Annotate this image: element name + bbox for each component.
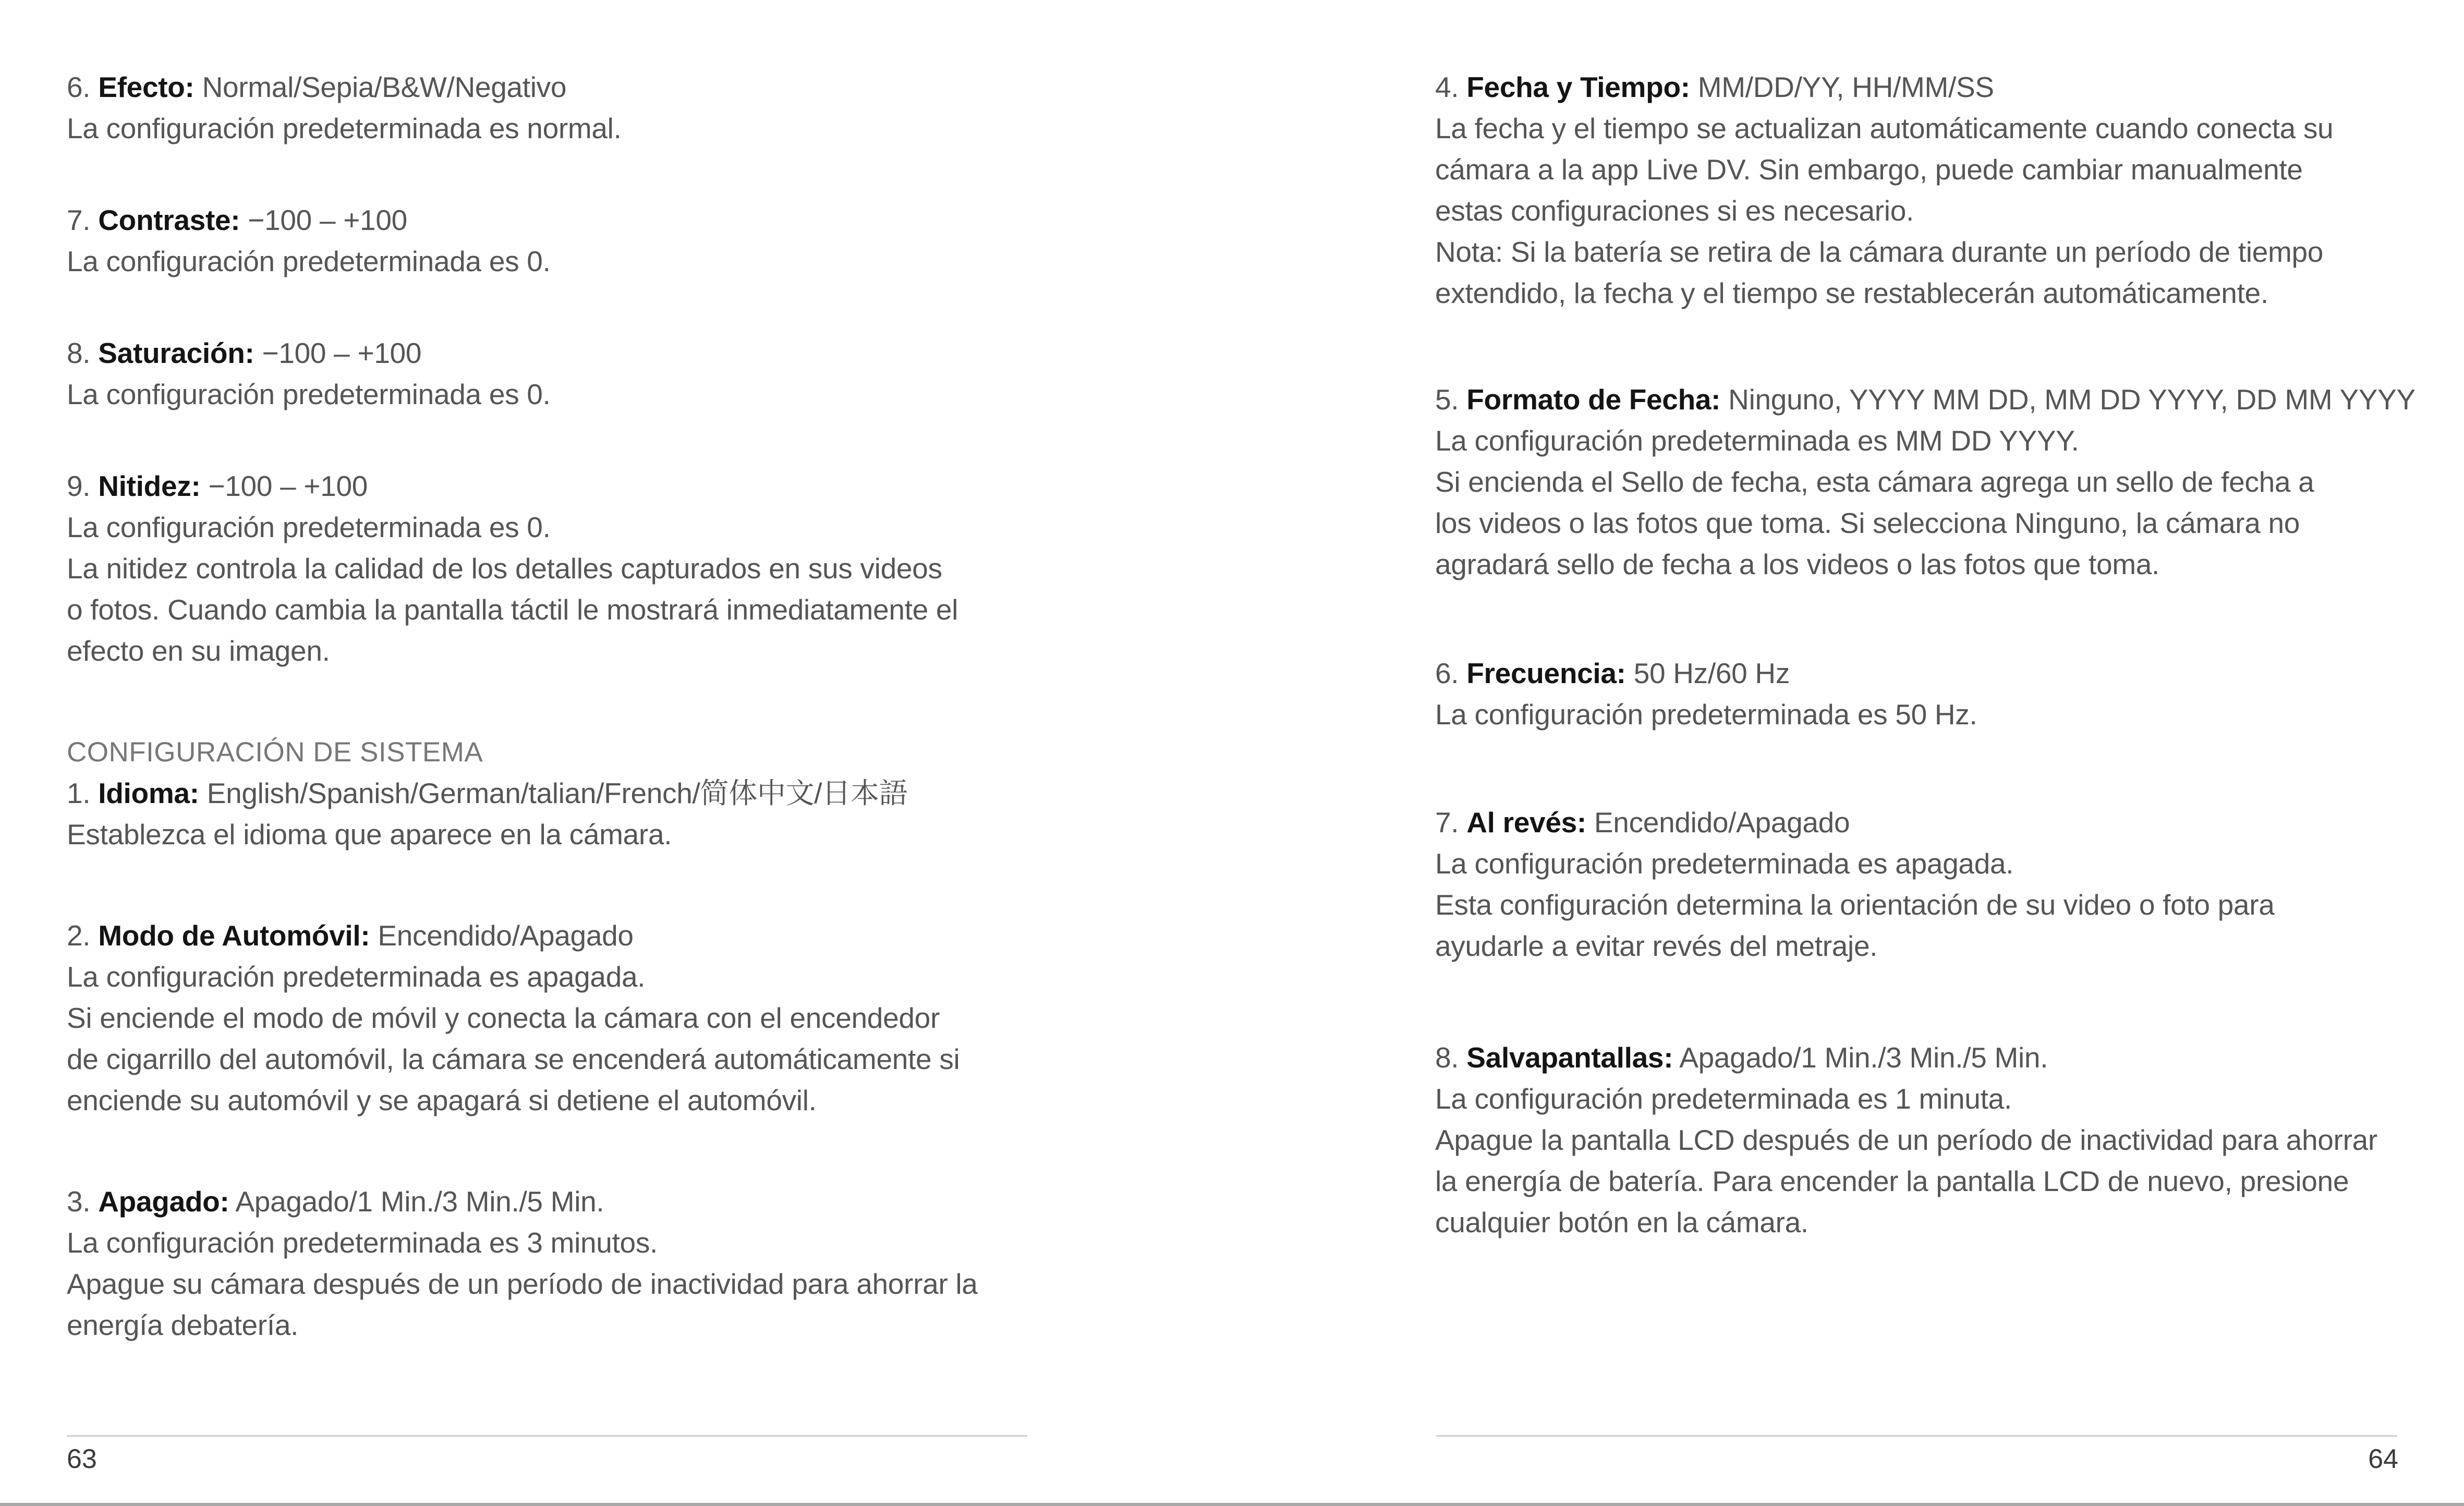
page-number: 63 <box>67 1444 97 1474</box>
setting-key: Efecto: <box>98 71 195 103</box>
description-line: Si encienda el Sello de fecha, esta cámara agrega un sello de fecha a <box>1435 466 2314 498</box>
setting-frecuencia <box>1435 653 2464 735</box>
description-line: Nota: Si la batería se retira de la cámara durante un período de tiempo <box>1435 236 2324 268</box>
setting-key: Apagado: <box>98 1185 229 1218</box>
setting-fecha-tiempo <box>1435 67 2464 314</box>
setting-heading <box>67 333 1110 374</box>
setting-key: Modo de Automóvil: <box>98 919 370 952</box>
setting-value: −100 – +100 <box>208 470 368 502</box>
setting-contraste <box>67 200 1110 282</box>
description-line: La configuración predeterminada es 1 minuta. <box>1435 1083 2012 1115</box>
description-line: La configuración predeterminada es 0. <box>67 245 551 277</box>
description-line: Apague la pantalla LCD después de un período de inactividad para ahorrar <box>1435 1124 2377 1156</box>
setting-salvapantallas <box>1435 1037 2464 1243</box>
setting-heading <box>1435 653 2464 694</box>
setting-formato-fecha <box>1435 379 2464 585</box>
setting-key: Idioma: <box>98 777 199 809</box>
footer-divider <box>1436 1435 2397 1437</box>
page-number: 64 <box>2368 1444 2398 1474</box>
setting-heading <box>67 67 1110 108</box>
description-line: La nitidez controla la calidad de los detalles capturados en sus videos <box>67 552 942 585</box>
item-number: 9. <box>67 470 91 502</box>
setting-modo-automovil <box>67 915 1110 1121</box>
setting-key: Al revés: <box>1466 806 1586 839</box>
setting-nitidez <box>67 466 1110 672</box>
setting-value: Normal/Sepia/B&W/Negativo <box>202 71 567 103</box>
setting-value: Apagado/1 Min./3 Min./5 Min. <box>1679 1041 2048 1074</box>
description-line: estas configuraciones si es necesario. <box>1435 195 1914 227</box>
right-column <box>1435 67 2464 1243</box>
setting-key: Saturación: <box>98 337 254 369</box>
description-line: La configuración predeterminada es 0. <box>67 511 551 543</box>
description-line: o fotos. Cuando cambia la pantalla táctil le mostrará inmediatamente el <box>67 593 958 626</box>
description-line: La configuración predeterminada es MM DD YYYY. <box>1435 424 2079 457</box>
setting-key: Formato de Fecha: <box>1466 383 1721 416</box>
setting-key: Frecuencia: <box>1466 657 1626 689</box>
setting-heading <box>67 915 1110 956</box>
left-column <box>67 67 1110 1346</box>
item-number: 3. <box>67 1185 91 1218</box>
description-line: La configuración predeterminada es normal. <box>67 112 622 144</box>
description-line: La configuración predeterminada es 50 Hz. <box>1435 698 1977 731</box>
setting-value: MM/DD/YY, HH/MM/SS <box>1697 71 1994 103</box>
description-line: cámara a la app Live DV. Sin embargo, puede cambiar manualmente <box>1435 153 2303 186</box>
setting-efecto <box>67 67 1110 149</box>
description-line: La configuración predeterminada es 0. <box>67 378 551 410</box>
setting-value: Encendido/Apagado <box>1594 806 1850 839</box>
setting-heading <box>67 466 1110 507</box>
item-number: 6. <box>1435 657 1459 689</box>
setting-saturacion <box>67 333 1110 415</box>
description-line: Establezca el idioma que aparece en la cámara. <box>67 818 672 851</box>
description-line: Esta configuración determina la orientación de su video o foto para <box>1435 889 2275 921</box>
description-line: cualquier botón en la cámara. <box>1435 1206 1808 1238</box>
setting-value: Encendido/Apagado <box>378 919 634 952</box>
setting-value: Apagado/1 Min./3 Min./5 Min. <box>235 1185 604 1218</box>
setting-al-reves <box>1435 802 2464 967</box>
description-line: la energía de batería. Para encender la pantalla LCD de nuevo, presione <box>1435 1165 2349 1197</box>
description-line: La fecha y el tiempo se actualizan automáticamente cuando conecta su <box>1435 112 2334 144</box>
description-line: efecto en su imagen. <box>67 635 330 667</box>
section-title: CONFIGURACIÓN DE SISTEMA <box>67 737 483 768</box>
item-number: 2. <box>67 919 91 952</box>
description-line: La configuración predeterminada es apagada. <box>67 961 646 993</box>
setting-key: Salvapantallas: <box>1466 1041 1673 1074</box>
setting-idioma <box>67 773 1110 855</box>
setting-heading <box>1435 802 2464 843</box>
description-line: Apague su cámara después de un período de inactividad para ahorrar la <box>67 1268 978 1300</box>
item-number: 5. <box>1435 383 1459 416</box>
setting-value: 50 Hz/60 Hz <box>1633 657 1790 689</box>
setting-key: Contraste: <box>98 204 240 236</box>
description-line: agradará sello de fecha a los videos o las fotos que toma. <box>1435 548 2160 580</box>
description-line: de cigarrillo del automóvil, la cámara se encenderá automáticamente si <box>67 1043 960 1075</box>
setting-heading <box>1435 67 2464 108</box>
setting-key: Nitidez: <box>98 470 201 502</box>
description-line: extendido, la fecha y el tiempo se restablecerán automáticamente. <box>1435 277 2268 309</box>
description-line: La configuración predeterminada es 3 minutos. <box>67 1226 658 1259</box>
description-line: La configuración predeterminada es apagada. <box>1435 847 2014 880</box>
item-number: 8. <box>1435 1041 1459 1074</box>
item-number: 6. <box>67 71 91 103</box>
item-number: 7. <box>67 204 91 236</box>
setting-heading <box>67 200 1110 241</box>
description-line: ayudarle a evitar revés del metraje. <box>1435 930 1878 962</box>
setting-key: Fecha y Tiempo: <box>1466 71 1690 103</box>
setting-value: English/Spanish/German/talian/French/简体中文/日本語 <box>207 777 908 809</box>
setting-value: Ninguno, YYYY MM DD, MM DD YYYY, DD MM YYYY <box>1728 383 2416 416</box>
right-page <box>1232 0 2464 1506</box>
description-line: enciende su automóvil y se apagará si detiene el automóvil. <box>67 1084 817 1116</box>
item-number: 7. <box>1435 806 1459 839</box>
setting-heading <box>67 1181 1110 1222</box>
setting-heading <box>1435 1037 2464 1078</box>
footer-divider <box>67 1435 1027 1437</box>
setting-apagado <box>67 1181 1110 1346</box>
description-line: Si enciende el modo de móvil y conecta la cámara con el encendedor <box>67 1002 940 1034</box>
item-number: 8. <box>67 337 91 369</box>
description-line: los videos o las fotos que toma. Si selecciona Ninguno, la cámara no <box>1435 507 2300 539</box>
item-number: 4. <box>1435 71 1459 103</box>
setting-value: −100 – +100 <box>248 204 407 236</box>
setting-heading <box>67 773 1110 814</box>
setting-heading <box>1435 379 2464 420</box>
item-number: 1. <box>67 777 91 809</box>
setting-value: −100 – +100 <box>262 337 422 369</box>
description-line: energía debatería. <box>67 1309 299 1341</box>
scan-bottom-border <box>0 1503 2464 1506</box>
